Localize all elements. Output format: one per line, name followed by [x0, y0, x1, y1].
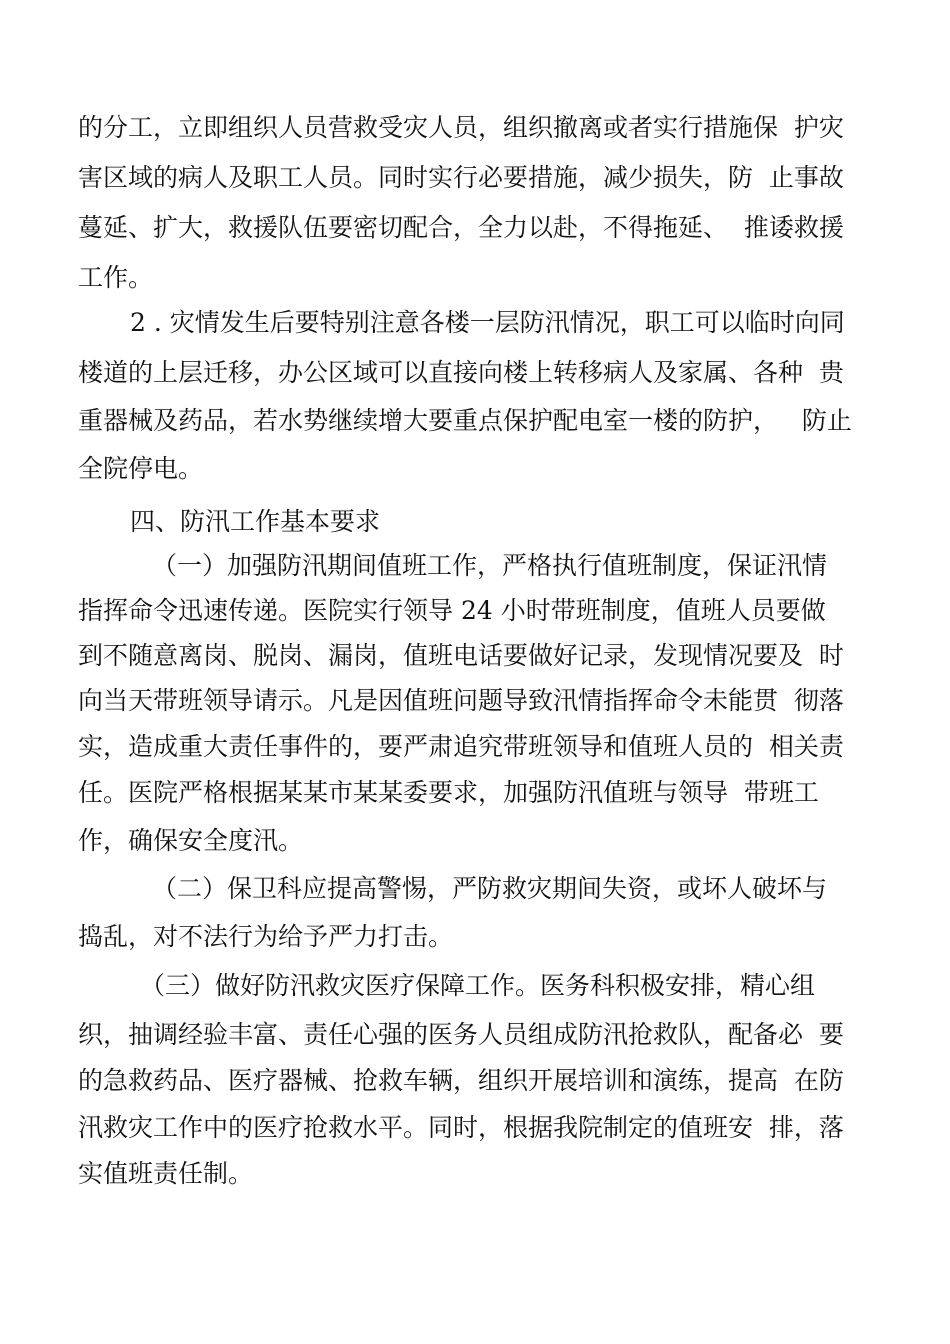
paragraph-4-line-7: 作，确保安全度汛。 — [78, 826, 304, 855]
section-heading: 四、防汛工作基本要求 — [130, 507, 381, 536]
paragraph-6-line-4: 汛救灾工作中的医疗抢救水平。同时，根据我院制定的值班安 排，落 — [78, 1113, 844, 1142]
paragraph-4-line-3: 到不随意离岗、脱岗、漏岗，值班电话要做好记录，发现情况要及 时 — [78, 641, 844, 670]
paragraph-4-line-4: 向当天带班领导请示。凡是因值班问题导致汛情指挥命令未能贯 彻落 — [78, 686, 844, 715]
paragraph-6-line-3: 的急救药品、医疗器械、抢救车辆，组织开展培训和演练，提高 在防 — [78, 1066, 844, 1095]
paragraph-4-line-2: 指挥命令迅速传递。医院实行领导 24 小时带班制度，值班人员要做 — [78, 596, 826, 625]
paragraph-1-line-3: 蔓延、扩大，救援队伍要密切配合，全力以赴，不得拖延、 推诿救援 — [78, 213, 844, 242]
paragraph-6-line-1: （三）做好防汛救灾医疗保障工作。医务科积极安排，精心组 — [140, 971, 816, 1000]
paragraph-4-line-5: 实，造成重大责任事件的，要严肃追究带班领导和值班人员的 相关责 — [78, 732, 844, 761]
paragraph-2-line-1: 2 . 灾情发生后要特别注意各楼一层防汛情况，职工可以临时向同 — [130, 308, 845, 337]
paragraph-4-line-1: （一）加强防汛期间值班工作，严格执行值班制度，保证汛情 — [152, 551, 828, 580]
paragraph-6-line-5: 实值班责任制。 — [78, 1159, 254, 1188]
paragraph-4-line-6: 任。医院严格根据某某市某某委要求，加强防汛值班与领导 带班工 — [78, 778, 819, 807]
paragraph-1-line-4: 工作。 — [78, 263, 154, 292]
paragraph-1-line-2: 害区域的病人及职工人员。同时实行必要措施，减少损失，防 止事故 — [78, 163, 844, 192]
paragraph-6-line-2: 织，抽调经验丰富、责任心强的医务人员组成防汛抢救队，配备必 要 — [78, 1020, 844, 1049]
paragraph-2-line-2: 楼道的上层迁移，办公区域可以直接向楼上转移病人及家属、各种 贵 — [78, 358, 844, 387]
paragraph-1-line-1: 的分工，立即组织人员营救受灾人员，组织撤离或者实行措施保 护灾 — [78, 113, 844, 142]
paragraph-5-line-1: （二）保卫科应提高警惕，严防救灾期间失资，或坏人破坏与 — [152, 874, 828, 903]
paragraph-2-line-3: 重器械及药品，若水势继续增大要重点保护配电室一楼的防护， 防止 — [78, 406, 852, 435]
paragraph-2-line-4: 全院停电。 — [78, 454, 204, 483]
paragraph-5-line-2: 捣乱，对不法行为给予严力打击。 — [78, 922, 454, 951]
